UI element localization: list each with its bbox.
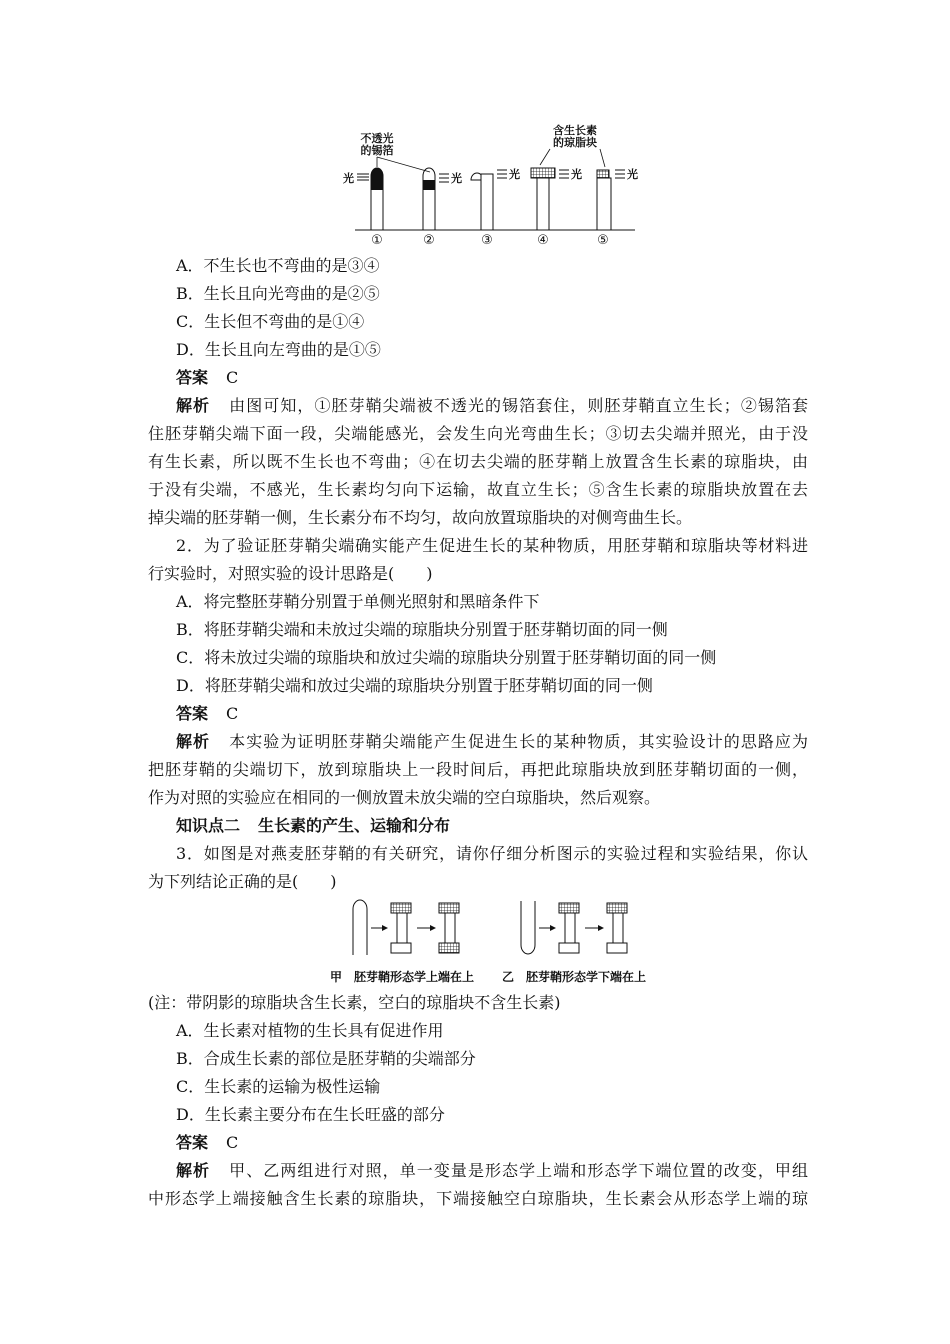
q3-answer	[176, 1133, 836, 1153]
analysis-text: 由图可知，①胚芽鞘尖端被不透光的锡箔套住，则胚芽鞘直立生长；②锡箔套	[228, 396, 808, 415]
fig1-number-5: ⑤	[597, 233, 609, 248]
figure-polar-transport	[345, 895, 645, 965]
analysis-label: 解析	[176, 732, 211, 751]
foil-label-2: 的锡箔	[360, 144, 394, 157]
foil-label-1: 不透光	[360, 132, 394, 145]
q1-analysis-line-2: 住胚芽鞘尖端下面一段，尖端能感光，会发生向光弯曲生长；③切去尖端并照光，由于没	[148, 424, 808, 443]
q1-option-d: D．生长且向左弯曲的是①⑤	[176, 340, 381, 359]
fig1-number-3: ③	[481, 233, 493, 248]
q2-analysis-line-3: 作为对照的实验应在相同的一侧放置未放尖端的空白琼脂块，然后观察。	[148, 788, 661, 807]
agar-label-1: 含生长素	[553, 124, 597, 137]
analysis-text: 甲、乙两组进行对照，单一变量是形态学上端和形态学下端位置的改变，甲组	[228, 1161, 808, 1180]
q3-note: (注：带阴影的琼脂块含生长素，空白的琼脂块不含生长素)	[148, 993, 561, 1012]
answer-value: C	[226, 368, 239, 387]
q3-analysis-line-2: 中形态学上端接触含生长素的琼脂块，下端接触空白琼脂块，生长素会从形态学上端的琼	[148, 1189, 808, 1208]
q3-option-a: A．生长素对植物的生长具有促进作用	[176, 1021, 444, 1040]
caption-yi: 乙 胚芽鞘形态学下端在上	[502, 970, 647, 984]
q1-option-c: C．生长但不弯曲的是①④	[176, 312, 365, 331]
q2-analysis-line-1	[176, 732, 808, 752]
coleoptile-light-diagram	[335, 120, 655, 250]
fig1-number-1: ①	[371, 233, 383, 248]
analysis-label: 解析	[176, 396, 211, 415]
answer-value: C	[226, 1133, 239, 1152]
polar-transport-diagram	[345, 895, 645, 965]
q1-analysis-line-3: 有生长素，所以既不生长也不弯曲；④在切去尖端的胚芽鞘上放置含生长素的琼脂块，由	[148, 452, 808, 471]
figure-coleoptile-light	[335, 120, 655, 250]
q3-stem-line-2: 为下列结论正确的是( )	[148, 872, 337, 891]
q2-analysis-line-2: 把胚芽鞘的尖端切下，放到琼脂块上一段时间后，再把此琼脂块放到胚芽鞘切面的一侧，	[148, 760, 808, 779]
q2-answer	[176, 704, 836, 724]
caption-jia: 甲 胚芽鞘形态学上端在上	[330, 970, 475, 984]
q1-analysis-line-5: 掉尖端的胚芽鞘一侧，生长素分布不均匀，故向放置琼脂块的对侧弯曲生长。	[148, 508, 693, 527]
agar-label-2: 的琼脂块	[553, 136, 597, 149]
light-label-2: 光	[451, 172, 462, 185]
q1-analysis-line-4: 于没有尖端，不感光，生长素均匀向下运输，故直立生长；⑤含生长素的琼脂块放置在去	[148, 480, 808, 499]
q3-analysis-line-1	[176, 1161, 808, 1181]
q3-option-b: B．合成生长素的部位是胚芽鞘的尖端部分	[176, 1049, 476, 1068]
fig1-number-2: ②	[423, 233, 435, 248]
q1-option-a: A．不生长也不弯曲的是③④	[176, 256, 380, 275]
section-label: 知识点二	[176, 816, 241, 835]
answer-label: 答案	[176, 368, 209, 387]
answer-label: 答案	[176, 704, 209, 723]
q1-answer	[176, 368, 836, 388]
q2-option-c: C．将未放过尖端的琼脂块和放过尖端的琼脂块分别置于胚芽鞘切面的同一侧	[176, 648, 717, 667]
answer-value: C	[226, 704, 239, 723]
section-title: 生长素的产生、运输和分布	[258, 816, 451, 835]
section-heading	[176, 816, 836, 836]
q1-analysis-line-1	[176, 396, 808, 416]
q3-option-c: C．生长素的运输为极性运输	[176, 1077, 381, 1096]
q2-option-b: B．将胚芽鞘尖端和未放过尖端的琼脂块分别置于胚芽鞘切面的同一侧	[176, 620, 668, 639]
fig1-number-4: ④	[537, 233, 549, 248]
q2-option-a: A．将完整胚芽鞘分别置于单侧光照射和黑暗条件下	[176, 592, 540, 611]
light-label-5: 光	[627, 168, 638, 181]
answer-label: 答案	[176, 1133, 209, 1152]
q3-option-d: D．生长素主要分布在生长旺盛的部分	[176, 1105, 445, 1124]
q2-stem-line-1: 2．为了验证胚芽鞘尖端确实能产生促进生长的某种物质，用胚芽鞘和琼脂块等材料进	[176, 536, 808, 555]
light-label-1: 光	[343, 172, 354, 185]
light-label-3: 光	[509, 168, 520, 181]
q2-option-d: D．将胚芽鞘尖端和放过尖端的琼脂块分别置于胚芽鞘切面的同一侧	[176, 676, 653, 695]
q2-stem-line-2: 行实验时，对照实验的设计思路是( )	[148, 564, 433, 583]
analysis-text: 本实验为证明胚芽鞘尖端能产生促进生长的某种物质，其实验设计的思路应为	[228, 732, 808, 751]
light-label-4: 光	[571, 168, 582, 181]
analysis-label: 解析	[176, 1161, 211, 1180]
q1-option-b: B．生长且向光弯曲的是②⑤	[176, 284, 380, 303]
q3-stem-line-1: 3．如图是对燕麦胚芽鞘的有关研究，请你仔细分析图示的实验过程和实验结果，你认	[176, 844, 808, 863]
